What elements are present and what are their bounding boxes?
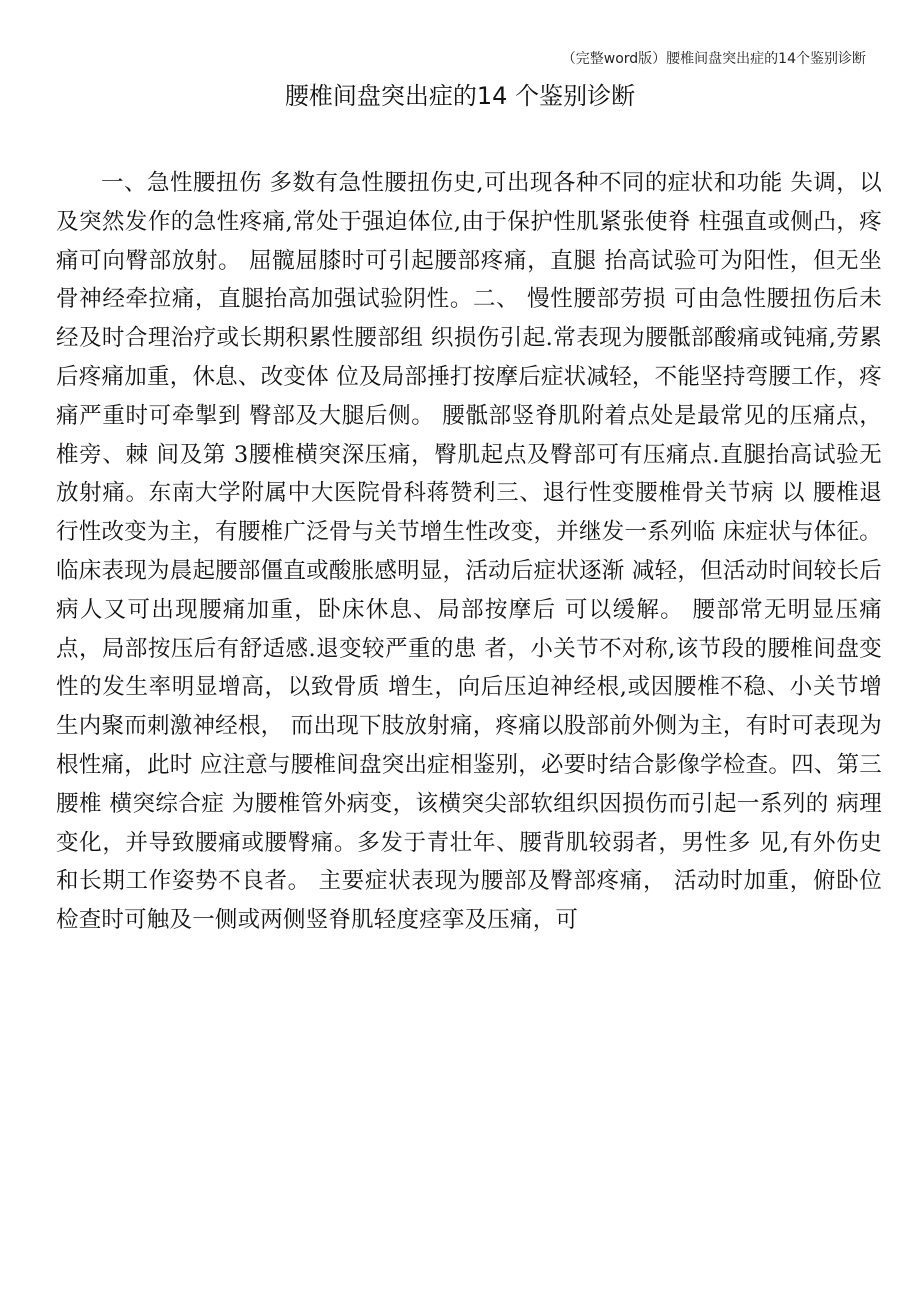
page-title: 腰椎间盘突出症的14 个鉴别诊断 (284, 82, 636, 110)
running-header: （完整word版）腰椎间盘突出症的14个鉴别诊断 (561, 51, 866, 67)
body-paragraph: 一、急性腰扭伤 多数有急性腰扭伤史,可出现各种不同的症状和功能 失调，以及突然发作的急性疼痛,常处于强迫体位,由于保护性肌紧张使脊 柱强直或侧凸，疼痛可向臀部放射。 屈髋屈膝时可引起腰部疼痛，直腿 抬高试验可为阳性，但无坐骨神经牵拉痛，直腿抬高加强试验阴性。二、 慢性腰部劳损 可由急性腰扭伤后未经及时合理治疗或长期积累性腰部组 织损伤引起.常表现为腰骶部酸痛或钝痛,劳累后疼痛加重，休息、改变体 位及局部捶打按摩后症状减轻，不能坚持弯腰工作，疼痛严重时可牵掣到 臀部及大腿后侧。 腰骶部竖脊肌附着点处是最常见的压痛点，椎旁、棘 间及第 3腰椎横突深压痛，臀肌起点及臀部可有压痛点.直腿抬高试验无 放射痛。东南大学附属中大医院骨科蒋赞利三、退行性变腰椎骨关节病 以 腰椎退行性改变为主，有腰椎广泛骨与关节增生性改变，并继发一系列临 床症状与体征。临床表现为晨起腰部僵直或酸胀感明显，活动后症状逐渐 减轻，但活动时间较长后病人又可出现腰痛加重，卧床休息、局部按摩后 可以缓解。 腰部常无明显压痛点，局部按压后有舒适感.退变较严重的患 者，小关节不对称,该节段的腰椎间盘变性的发生率明显增高，以致骨质 增生，向后压迫神经根,或因腰椎不稳、小关节增生内聚而刺激神经根， 而出现下肢放射痛，疼痛以股部前外侧为主，有时可表现为根性痛，此时 应注意与腰椎间盘突出症相鉴别，必要时结合影像学检查。四、第三腰椎 横突综合症 为腰椎管外病变，该横突尖部软组织因损伤而引起一系列的 病理变化，并导致腰痛或腰臀痛。多发于青壮年、腰背肌较弱者，男性多 见,有外伤史和长期工作姿势不良者。 主要症状表现为腰部及臀部疼痛， 活动时加重，俯卧位检查时可触及一侧或两侧竖脊肌轻度痉挛及压痛，可 (56, 170, 882, 934)
